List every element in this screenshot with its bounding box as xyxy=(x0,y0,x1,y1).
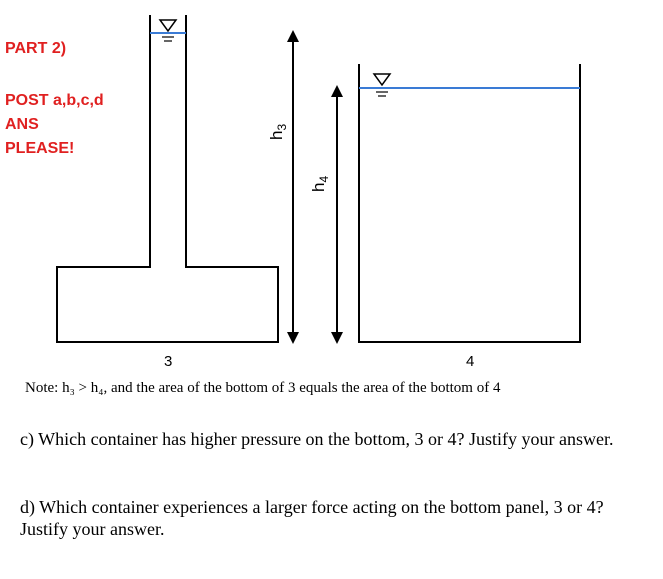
ans-label: ANS xyxy=(5,116,39,133)
water-level-symbol-3 xyxy=(160,20,176,41)
h3-arrow xyxy=(287,30,299,344)
container-3-label: 3 xyxy=(164,353,173,370)
post-label: POST a,b,c,d xyxy=(5,92,104,109)
please-label: PLEASE! xyxy=(5,140,75,157)
container-3-outline xyxy=(57,15,278,342)
h4-arrow xyxy=(331,85,343,344)
note-text: Note: h₃ > h₄, and the area of the bottom of 3 equals the area of the bottom of 4 xyxy=(25,380,501,396)
h4-label: $h_4$ xyxy=(309,175,331,192)
container-4-outline xyxy=(359,64,580,342)
part-label: PART 2) xyxy=(5,40,67,57)
container-4-label: 4 xyxy=(466,353,475,370)
question-d: d) Which container experiences a larger force acting on the bottom panel, 3 or 4? Justify your answer. xyxy=(20,497,604,539)
question-c: c) Which container has higher pressure on the bottom, 3 or 4? Justify your answer. xyxy=(20,429,614,449)
h3-label: $h_3$ xyxy=(267,123,289,140)
water-level-symbol-4 xyxy=(374,74,390,96)
